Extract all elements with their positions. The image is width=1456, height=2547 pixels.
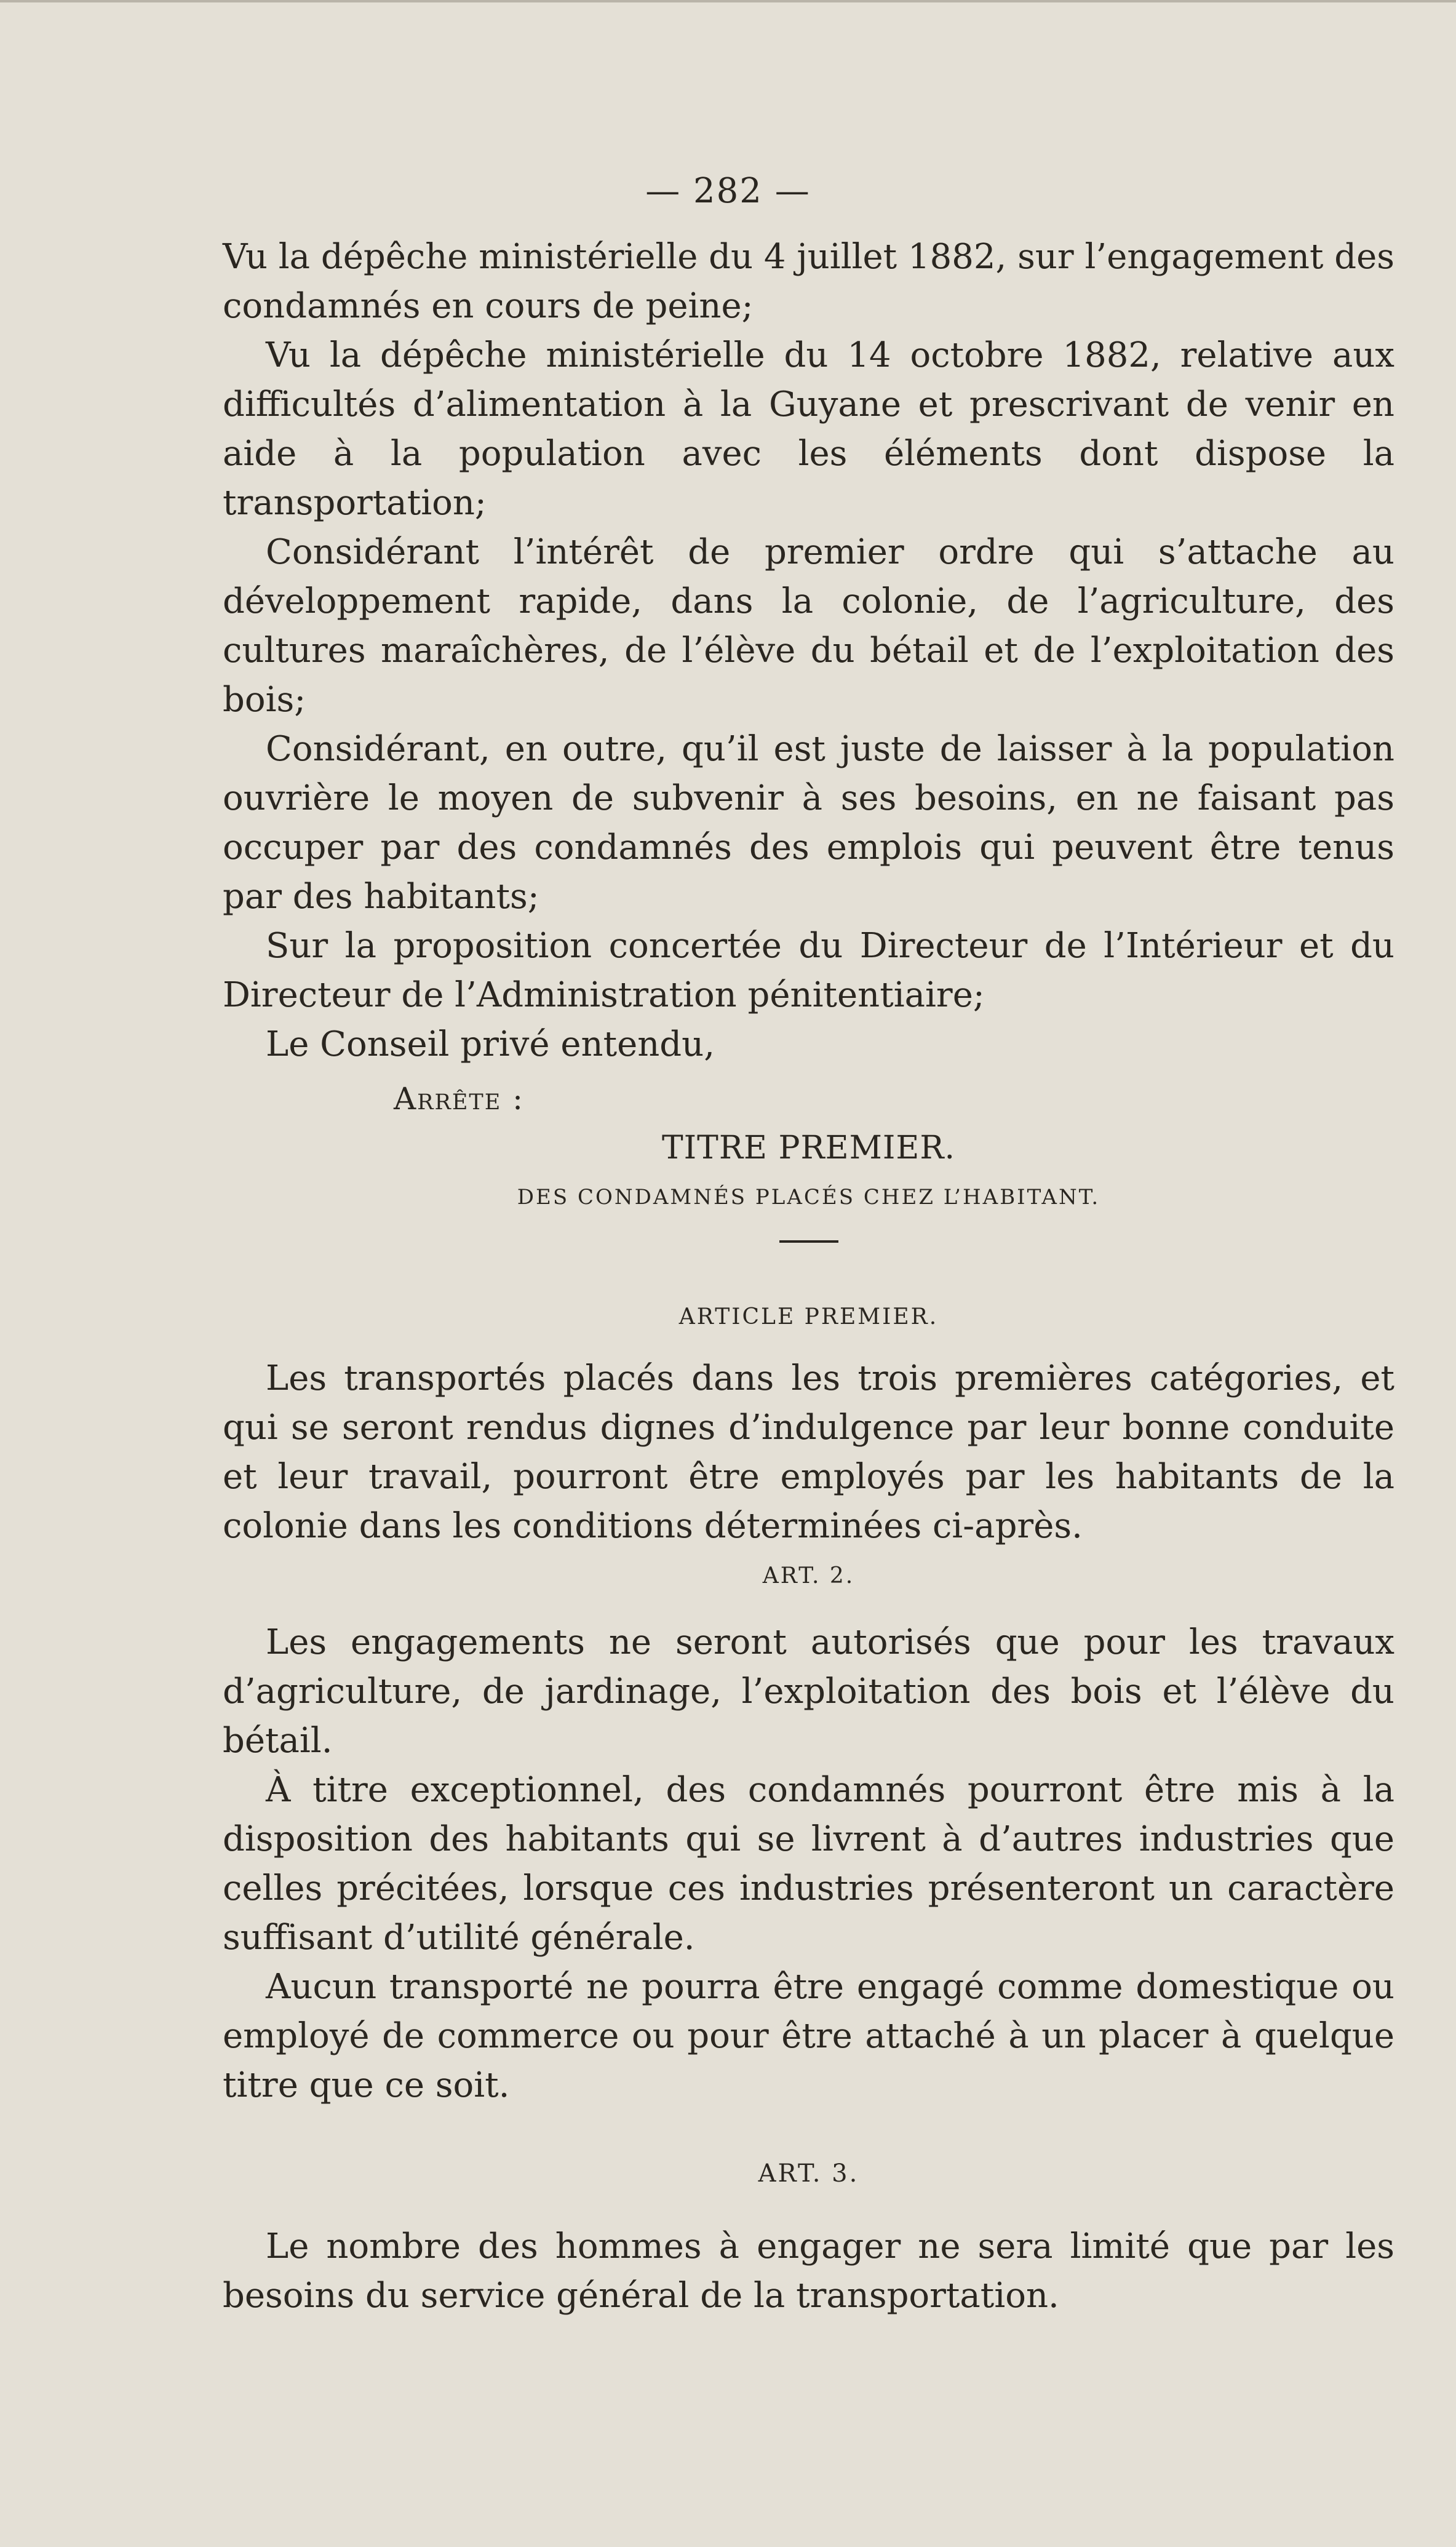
page-number: — 282 —	[645, 171, 811, 211]
article-heading: ARTICLE PREMIER.	[678, 1304, 939, 1329]
preamble-paragraph: Considérant, en outre, qu’il est juste de laisser à la population ouvrière le moyen de subvenir à ses besoins, en ne faisant pas occuper par des condamnés des emplois qui peuvent être tenus par des habitants;	[223, 729, 1394, 917]
article-heading: ART. 2.	[762, 1563, 855, 1588]
arrete-heading: Arrête :	[394, 1081, 524, 1117]
article-paragraph: À titre exceptionnel, des condamnés pourront être mis à la disposition des habitants qui se livrent à d’autres industries que celles précitées, lorsque ces industries présenteront un caractère suffisant d’utilité générale.	[223, 1770, 1394, 1958]
preamble-paragraph: Vu la dépêche ministérielle du 14 octobre 1882, relative aux difficultés d’alimentation à la Guyane et prescrivant de venir en aide à la population avec les éléments dont dispose la transportation;	[223, 335, 1394, 523]
article-heading: ART. 3.	[758, 2159, 859, 2188]
article-paragraph: Les transportés placés dans les trois premières catégories, et qui se seront rendus dignes d’indulgence par leur bonne conduite et leur travail, pourront être employés par les habitants de la colonie dans les conditions déterminées ci-après.	[223, 1358, 1394, 1546]
article-paragraph: Aucun transporté ne pourra être engagé comme domestique ou employé de commerce ou pour être attaché à un placer à quelque titre que ce soit.	[223, 1967, 1394, 2105]
preamble-paragraph: Considérant l’intérêt de premier ordre qui s’attache au développement rapide, dans la colonie, de l’agriculture, des cultures maraîchères, de l’élève du bétail et de l’exploitation des bois;	[223, 532, 1394, 720]
titre-subheading: DES CONDAMNÉS PLACÉS CHEZ L’HABITANT.	[517, 1185, 1100, 1210]
preamble-paragraph: Vu la dépêche ministérielle du 4 juillet 1882, sur l’engagement des condamnés en cours de peine;	[223, 237, 1394, 326]
section-divider	[779, 1240, 838, 1243]
titre-heading: TITRE PREMIER.	[661, 1130, 956, 1166]
page-top-edge	[0, 0, 1456, 2]
body-text	[223, 233, 1394, 2321]
article-paragraph: Le nombre des hommes à engager ne sera limité que par les besoins du service général de la transportation.	[223, 2226, 1394, 2316]
article-paragraph: Les engagements ne seront autorisés que pour les travaux d’agriculture, de jardinage, l’exploitation des bois et l’élève du bétail.	[223, 1622, 1394, 1761]
preamble-paragraph: Le Conseil privé entendu,	[266, 1024, 715, 1064]
preamble-paragraph: Sur la proposition concertée du Directeur de l’Intérieur et du Directeur de l’Administration pénitentiaire;	[223, 926, 1394, 1015]
